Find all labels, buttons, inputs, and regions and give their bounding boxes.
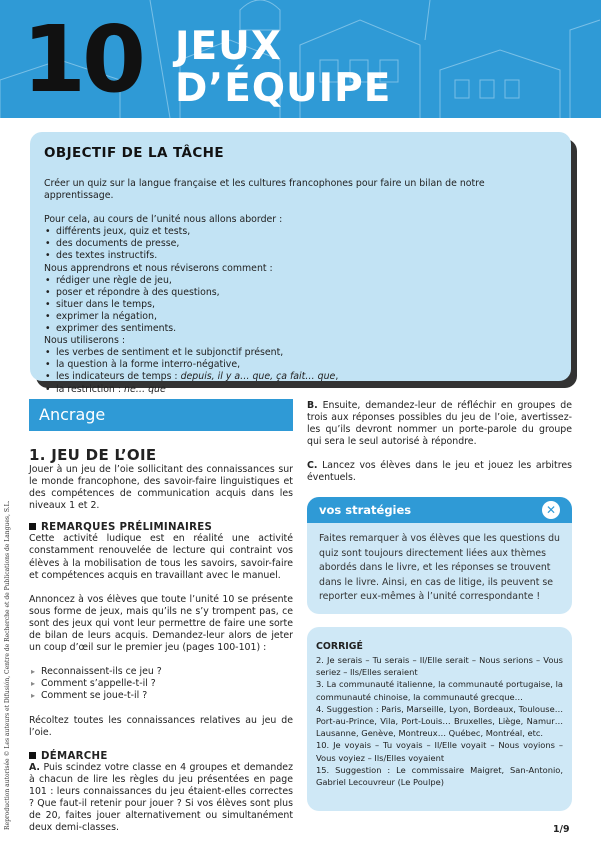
step-text: Ensuite, demandez-leur de réfléchir en groupes de trois aux réponses possibles du jeu de l’oie, avertissez-les qu’ils devront nommer un porte-parole du groupe qui sera le seul autorisé à répondre. bbox=[307, 400, 572, 448]
list-item-text: les indicateurs de temps : bbox=[56, 371, 181, 383]
list-item-example: ne… que bbox=[124, 383, 166, 395]
unit-header bbox=[0, 0, 601, 118]
demarche-step-c bbox=[307, 460, 572, 484]
remarks-paragraph-3: Récoltez toutes les connaissances relatives au jeu de l’oie. bbox=[29, 714, 293, 738]
answer-item: 4. Suggestion : Paris, Marseille, Lyon, Bordeaux, Toulouse… Port-au-Prince, Vila, Port-Louis… Bruxelles, Liège, Namur… Lausanne, Genève, Montreux… Québec, Montréal, etc. bbox=[316, 703, 563, 739]
remarks-paragraph-1: Cette activité ludique est en réalité une activité constamment renouvelée de lecture qui contraint vos élèves à la mobilisation de tous les savoirs, savoir-faire et compétences acquis en travaillant avec le manuel. bbox=[29, 533, 293, 581]
remarks-title: REMARQUES PRÉLIMINAIRES bbox=[41, 522, 213, 534]
answer-key-box bbox=[307, 627, 572, 811]
list-item-text: , bbox=[335, 371, 339, 383]
strategies-title: vos stratégies bbox=[319, 503, 412, 517]
unit-title-line-1: JEUX bbox=[175, 24, 282, 69]
list-item: • poser et répondre à des questions, bbox=[44, 287, 557, 299]
objective-list-2 bbox=[44, 275, 557, 335]
strategies-text: Faites remarquer à vos élèves que les questions du quiz sont toujours directement liées aux thèmes abordés dans le livre, et les réponses se trouvent dans le livre. Ainsi, en cas de litige, ils peuvent se reporter eux-mêmes à l’unité correspondante ! bbox=[319, 533, 560, 602]
square-bullet-icon bbox=[29, 523, 36, 530]
remarks-paragraph-2: Annoncez à vos élèves que toute l’unité 10 se présente sous forme de jeux, mais qu’ils ne s’y trompent pas, ce sont des jeux qui vont leur permettre de faire une sorte de bilan de leurs acquis. Demandez-leur alors de jeter un coup d’œil sur le premier jeu (pages 100-101) : bbox=[29, 593, 293, 654]
list-item: • différents jeux, quiz et tests, bbox=[44, 226, 557, 238]
unit-title-line-2: D’ÉQUIPE bbox=[175, 66, 392, 111]
objective-p2: Nous apprendrons et nous réviserons comment : bbox=[44, 262, 273, 274]
strategies-box bbox=[307, 497, 572, 614]
answer-item: 10. Je voyais – Tu voyais – Il/Elle voyait – Nous voyions – Vous voyiez – Ils/Elles voyaient bbox=[316, 740, 563, 763]
answer-item: 3. La communauté italienne, la communauté portugaise, la communauté chinoise, la communauté grecque… bbox=[316, 679, 563, 702]
close-icon: ✕ bbox=[542, 501, 560, 519]
list-item bbox=[44, 384, 557, 396]
answer-item: 15. Suggestion : Le commissaire Maigret, San-Antonio, Gabriel Lecouvreur (Le Poulpe) bbox=[316, 764, 563, 788]
objective-p3: Nous utiliserons : bbox=[44, 335, 125, 347]
remarks-heading bbox=[29, 522, 293, 533]
demarche-step-b bbox=[307, 400, 572, 448]
answer-item: 2. Je serais – Tu serais – Il/Elle serait – Nous serions – Vous seriez – Ils/Elles seraient bbox=[316, 655, 563, 678]
list-item-text: la restriction : bbox=[56, 383, 124, 395]
section-title: 1. JEU DE L’OIE bbox=[29, 446, 157, 464]
step-label: C. bbox=[307, 460, 318, 472]
list-item: • des documents de presse, bbox=[44, 238, 557, 250]
list-item: • la question à la forme interro-négative, bbox=[44, 359, 557, 371]
right-column bbox=[307, 400, 572, 485]
step-text: Puis scindez votre classe en 4 groupes et demandez à chacun de lire les règles du jeu présentées en page 101 : leurs connaissances du jeu étaient-elles correctes ? Que faut-il retenir pour jouer ? Si vos élèves sont plus de 20, faites jouer alternativement ou simultanément deux demi-classes. bbox=[29, 761, 293, 834]
demarche-heading bbox=[29, 751, 293, 762]
question-list bbox=[29, 666, 293, 702]
answer-key-title: CORRIGÉ bbox=[316, 641, 363, 652]
section-intro: Jouer à un jeu de l’oie sollicitant des connaissances sur le monde francophone, des savoir-faire linguistiques et des compétences de communication acquis dans les niveaux 1 et 2. bbox=[29, 464, 293, 512]
step-label: B. bbox=[307, 400, 318, 411]
page-number: 1/9 bbox=[553, 824, 570, 835]
square-bullet-icon bbox=[29, 752, 36, 759]
objective-box bbox=[30, 132, 571, 395]
list-item: • exprimer des sentiments. bbox=[44, 323, 557, 335]
unit-number: 10 bbox=[22, 6, 143, 113]
demarche-title: DÉMARCHE bbox=[41, 750, 108, 762]
objective-p1: Pour cela, au cours de l’unité nous allons aborder : bbox=[44, 214, 283, 226]
list-item: • les verbes de sentiment et le subjonctif présent, bbox=[44, 347, 557, 359]
demarche-step-a bbox=[29, 762, 293, 835]
list-item: ▸ Reconnaissent-ils ce jeu ? bbox=[29, 666, 293, 678]
list-item-example: depuis, il y a… que, ça fait… que bbox=[180, 371, 336, 383]
list-item: • rédiger une règle de jeu, bbox=[44, 275, 557, 287]
list-item bbox=[44, 371, 557, 383]
section-bar-ancrage: Ancrage bbox=[29, 399, 293, 431]
strategies-header bbox=[307, 497, 572, 523]
objective-list-3 bbox=[44, 347, 557, 395]
left-column bbox=[29, 399, 293, 834]
list-item: • exprimer la négation, bbox=[44, 311, 557, 323]
list-item: • des textes instructifs. bbox=[44, 250, 557, 262]
list-item: • situer dans le temps, bbox=[44, 299, 557, 311]
list-item: ▸ Comment s’appelle-t-il ? bbox=[29, 678, 293, 690]
objective-title: OBJECTIF DE LA TÂCHE bbox=[44, 145, 224, 161]
step-label: A. bbox=[29, 761, 40, 773]
list-item: ▸ Comment se joue-t-il ? bbox=[29, 690, 293, 702]
objective-intro: Créer un quiz sur la langue française et les cultures francophones pour faire un bilan de notre apprentissage. bbox=[44, 178, 485, 202]
objective-list-1 bbox=[44, 226, 557, 262]
copyright-side-text: Reproduction autorisée © Les auteurs et Difusión, Centre de Recherche et de Publications de Langues, S.L. bbox=[4, 500, 11, 830]
step-text: Lancez vos élèves dans le jeu et jouez les arbitres éventuels. bbox=[307, 460, 572, 484]
